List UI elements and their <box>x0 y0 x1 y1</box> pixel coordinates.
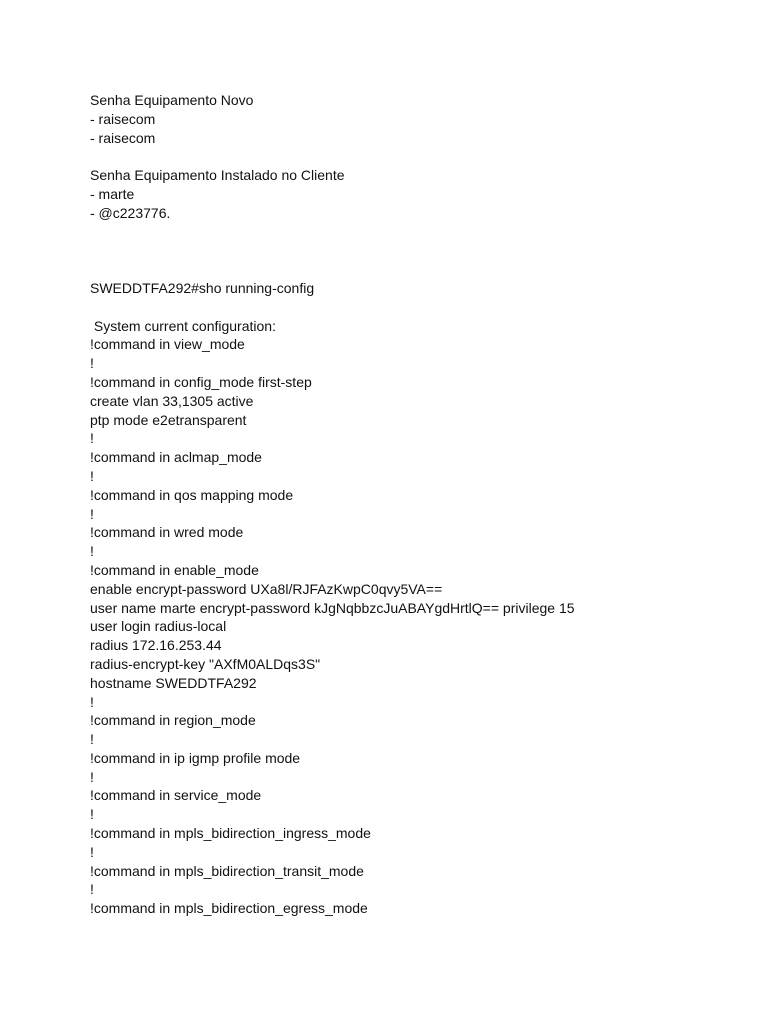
config-line: !command in enable_mode <box>90 561 259 578</box>
config-line: !command in mpls_bidirection_transit_mode <box>90 862 364 879</box>
config-line: radius 172.16.253.44 <box>90 637 222 654</box>
new-equipment-heading: Senha Equipamento Novo <box>90 92 254 108</box>
running-config-output <box>90 317 750 919</box>
new-equipment-password-section <box>90 91 750 147</box>
installed-equipment-password: - @c223776. <box>90 204 171 221</box>
installed-equipment-heading: Senha Equipamento Instalado no Cliente <box>90 167 345 184</box>
config-line: ! <box>90 843 94 860</box>
config-line: ! <box>90 430 94 447</box>
config-line: ! <box>90 355 94 372</box>
config-line: ptp mode e2etransparent <box>90 411 247 428</box>
new-equipment-user: - raisecom <box>90 110 156 127</box>
config-line: !command in qos mapping mode <box>90 486 294 503</box>
cli-prompt-command: SWEDDTFA292#sho running-config <box>90 279 315 296</box>
config-line: ! <box>90 881 94 898</box>
config-line: enable encrypt-password UXa8l/RJFAzKwpC0qvy5VA== <box>90 580 443 597</box>
config-line: !command in config_mode first-step <box>90 373 312 390</box>
config-line: user name marte encrypt-password kJgNqbbzcJuABAYgdHrtlQ== privilege 15 <box>90 599 575 616</box>
config-line: !command in mpls_bidirection_ingress_mode <box>90 825 371 842</box>
config-line: !command in aclmap_mode <box>90 449 262 466</box>
config-line: ! <box>90 543 94 560</box>
spacer-large <box>90 223 750 279</box>
config-line: create vlan 33,1305 active <box>90 392 254 409</box>
installed-equipment-password-section <box>90 166 750 222</box>
config-line: ! <box>90 768 94 785</box>
config-line: !command in view_mode <box>90 336 245 353</box>
config-line: ! <box>90 806 94 823</box>
config-line: !command in ip igmp profile mode <box>90 749 301 766</box>
config-line: !command in service_mode <box>90 787 262 804</box>
config-line: ! <box>90 467 94 484</box>
config-line: !command in mpls_bidirection_egress_mode <box>90 900 368 917</box>
new-equipment-password: - raisecom <box>90 129 156 146</box>
installed-equipment-user: - marte <box>90 185 135 202</box>
config-line: !command in region_mode <box>90 712 256 729</box>
spacer <box>90 147 750 166</box>
config-line: user login radius-local <box>90 618 227 635</box>
document-body <box>90 91 750 918</box>
config-line: System current configuration: <box>90 317 276 334</box>
config-line: ! <box>90 505 94 522</box>
config-line: !command in wred mode <box>90 524 244 541</box>
config-line: ! <box>90 731 94 748</box>
spacer <box>90 298 750 317</box>
config-line: radius-encrypt-key "AXfM0ALDqs3S" <box>90 655 321 672</box>
config-line: hostname SWEDDTFA292 <box>90 674 257 691</box>
config-line: ! <box>90 693 94 710</box>
